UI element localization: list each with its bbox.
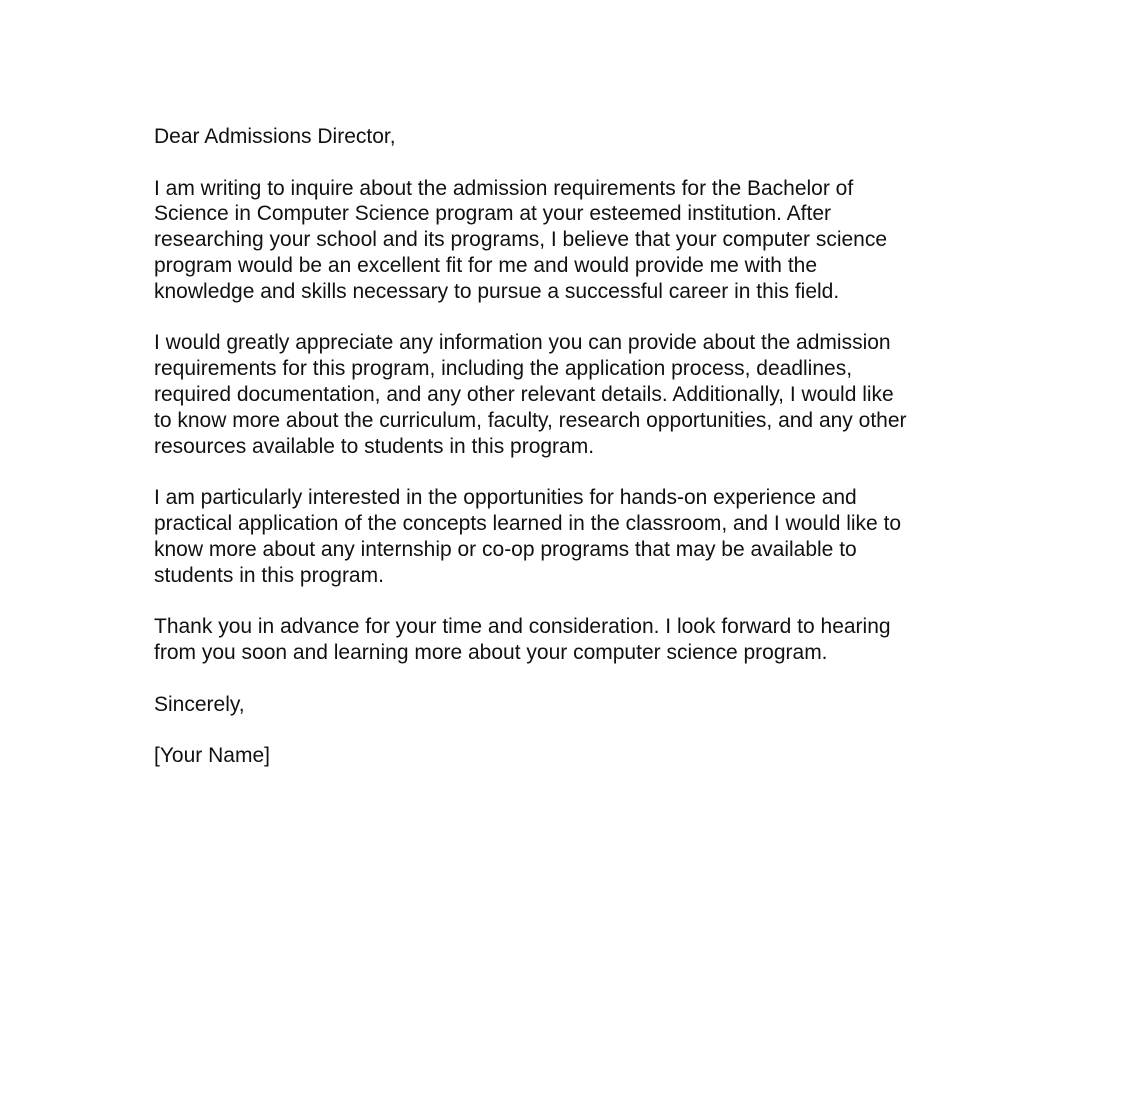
paragraph-line: knowledge and skills necessary to pursue a successful career in this field. bbox=[154, 279, 840, 303]
signature-text: [Your Name] bbox=[154, 744, 270, 768]
paragraph-interests bbox=[154, 485, 964, 588]
paragraph-line: Thank you in advance for your time and consideration. I look forward to hearing bbox=[154, 615, 891, 639]
paragraph-line: program would be an excellent fit for me and would provide me with the bbox=[154, 253, 818, 277]
paragraph-thanks bbox=[154, 614, 964, 666]
paragraph-line: researching your school and its programs, I believe that your computer science bbox=[154, 228, 888, 252]
salutation bbox=[154, 124, 964, 150]
closing-text: Sincerely, bbox=[154, 692, 245, 716]
paragraph-line: required documentation, and any other relevant details. Additionally, I would like bbox=[154, 382, 894, 406]
paragraph-line: resources available to students in this program. bbox=[154, 434, 595, 458]
paragraph-line: Science in Computer Science program at your esteemed institution. After bbox=[154, 202, 832, 226]
paragraph-request-info bbox=[154, 330, 964, 459]
signature bbox=[154, 743, 964, 769]
paragraph-line: I am particularly interested in the opportunities for hands-on experience and bbox=[154, 486, 857, 510]
closing bbox=[154, 692, 964, 718]
salutation-text: Dear Admissions Director, bbox=[154, 125, 396, 148]
paragraph-line: students in this program. bbox=[154, 563, 384, 587]
paragraph-line: requirements for this program, including the application process, deadlines, bbox=[154, 357, 853, 381]
letter-body bbox=[154, 124, 964, 795]
paragraph-line: to know more about the curriculum, faculty, research opportunities, and any other bbox=[154, 408, 907, 432]
paragraph-line: I am writing to inquire about the admission requirements for the Bachelor of bbox=[154, 176, 854, 200]
paragraph-line: from you soon and learning more about your computer science program. bbox=[154, 640, 828, 664]
paragraph-inquiry bbox=[154, 176, 964, 305]
paragraph-line: practical application of the concepts learned in the classroom, and I would like to bbox=[154, 511, 902, 535]
paragraph-line: know more about any internship or co-op programs that may be available to bbox=[154, 537, 857, 561]
paragraph-line: I would greatly appreciate any information you can provide about the admission bbox=[154, 331, 891, 355]
